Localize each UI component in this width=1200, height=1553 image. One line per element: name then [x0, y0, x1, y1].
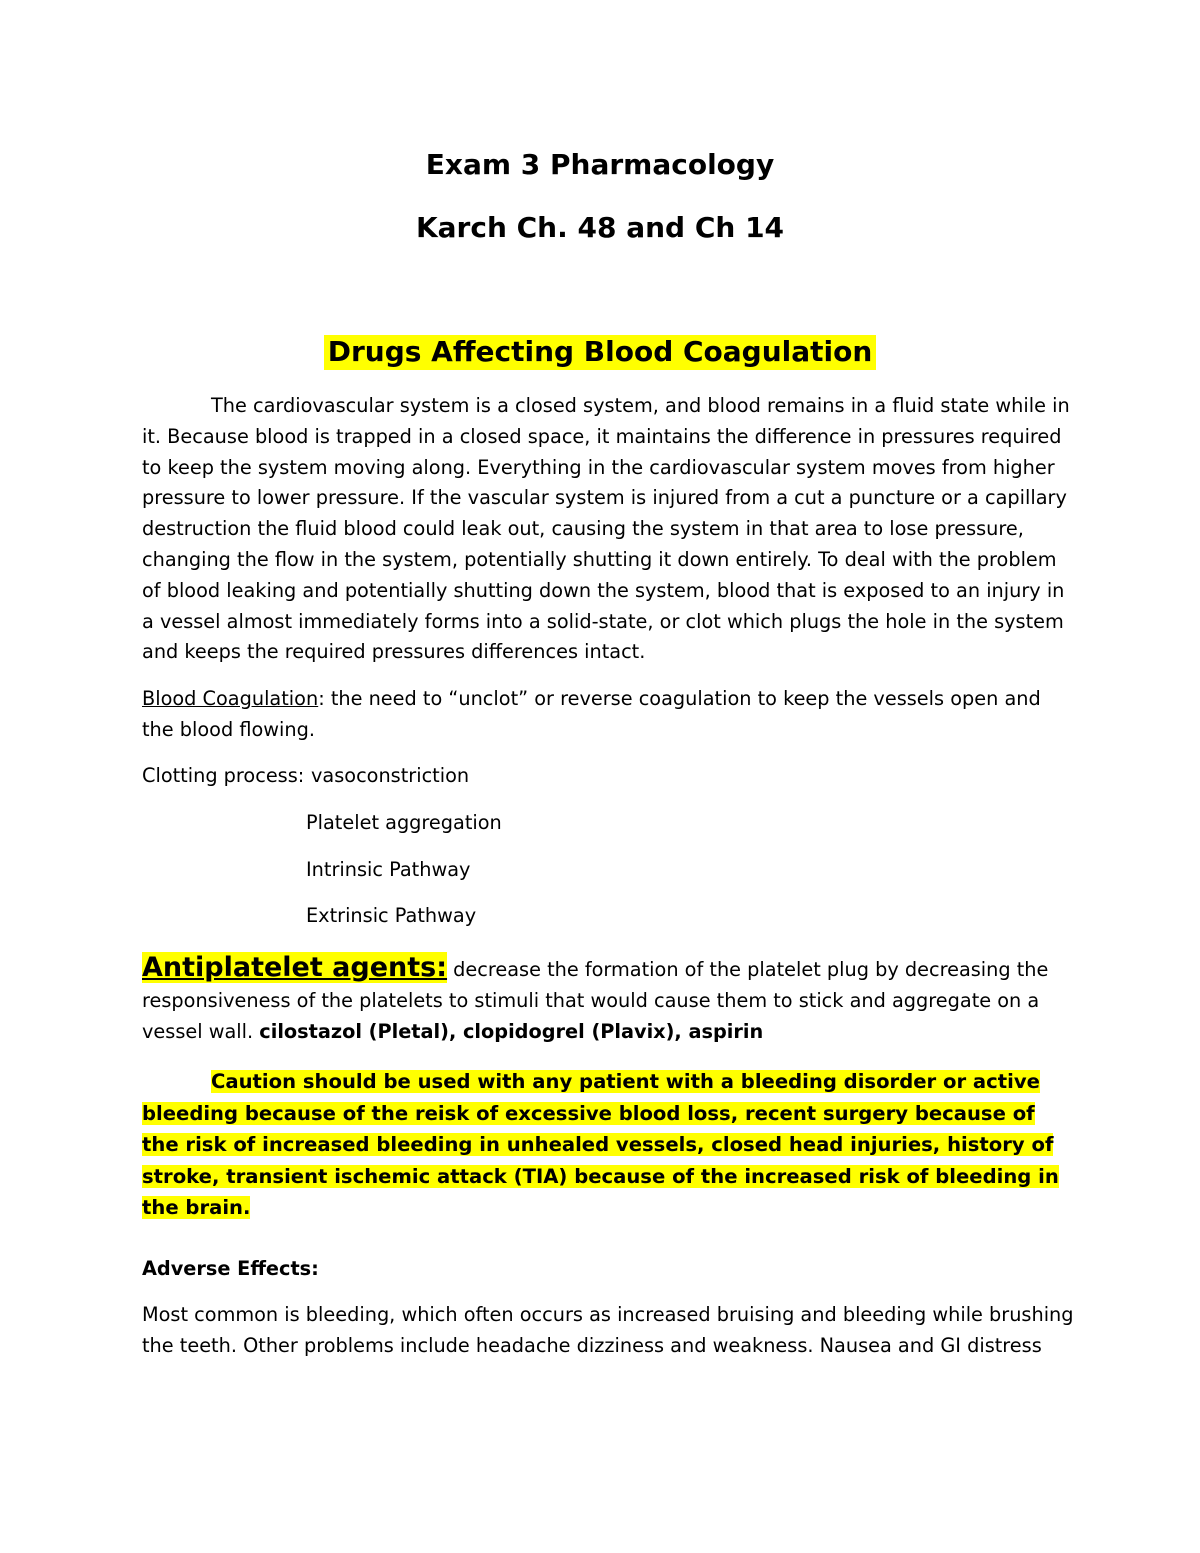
antiplatelet-drug-list: cilostazol (Pletal), clopidogrel (Plavix), aspirin — [259, 1019, 764, 1043]
intro-text: The cardiovascular system is a closed system, and blood remains in a fluid state while in it. Because blood is trapped in a closed space, it maintains the difference in pressures required to keep the system moving along. Everything in the cardiovascular system moves from higher pressure to lower pressure. If the vascular system is injured from a cut a puncture or a capillary destruction the fluid blood could leak out, causing the system in that area to lose pressure, changing the flow in the system, potentially shutting it down entirely. To deal with the problem of blood leaking and potentially shutting down the system, blood that is exposed to an injury in a vessel almost immediately forms into a solid-state, or clot which plugs the hole in the system and keeps the required pressures differences intact. — [142, 394, 1070, 664]
antiplatelet-term: Antiplatelet agents: — [142, 952, 448, 983]
section-heading-text: Drugs Affecting Blood Coagulation — [324, 335, 877, 370]
section-heading — [0, 333, 1200, 371]
clotting-step: Platelet aggregation — [306, 811, 502, 834]
document-subtitle: Karch Ch. 48 and Ch 14 — [415, 211, 785, 244]
clotting-step: Extrinsic Pathway — [306, 904, 477, 927]
antiplatelet-definition: decrease the formation of the platelet plug by decreasing the responsiveness of the platelets to stimuli that would cause them to stick and aggregate on a vessel wall. — [142, 958, 1049, 1043]
adverse-effects-heading: Adverse Effects: — [142, 1257, 319, 1280]
clotting-process-label: Clotting process: — [142, 764, 305, 787]
caution-text: Caution should be used with any patient with a bleeding disorder or active bleeding because of the reisk of excessive blood loss, recent surgery because of the risk of increased bleeding in unhealed vessels, closed head injuries, history of stroke, transient ischemic attack (TIA) because of the increased risk of bleeding in the brain. — [142, 1070, 1059, 1219]
clotting-step: vasoconstriction — [311, 764, 470, 787]
blood-coagulation-paragraph — [142, 684, 1077, 746]
adverse-effects-paragraph: Most common is bleeding, which often occurs as increased bruising and bleeding while brushing the teeth. Other problems include headache dizziness and weakness. Nausea and GI distress — [142, 1303, 1074, 1357]
antiplatelet-paragraph — [142, 953, 1077, 1047]
intro-paragraph — [142, 391, 1077, 668]
blood-coagulation-term: Blood Coagulation — [142, 687, 319, 710]
caution-paragraph — [142, 1066, 1077, 1224]
clotting-step: Intrinsic Pathway — [306, 858, 471, 881]
document-title: Exam 3 Pharmacology — [425, 148, 775, 181]
blood-coagulation-definition: : the need to “unclot” or reverse coagulation to keep the vessels open and the blood flowing. — [142, 687, 1041, 741]
